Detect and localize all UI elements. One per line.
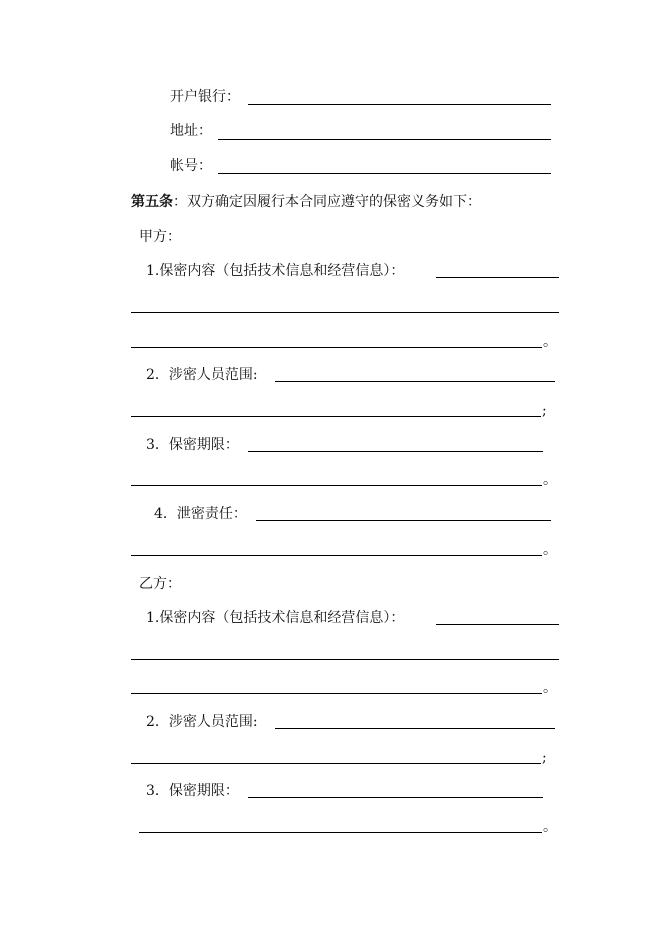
address-blank[interactable] xyxy=(218,139,551,140)
party-a-item-1-blank-2[interactable] xyxy=(131,312,559,313)
party-a-item-3-label: 3．保密期限： xyxy=(146,437,239,453)
party-a-item-1-blank-3[interactable] xyxy=(131,347,542,348)
party-a-item-4-blank-2[interactable] xyxy=(131,555,542,556)
party-b-item-3-blank-2[interactable] xyxy=(139,832,542,833)
party-a-item-1-blank-1[interactable] xyxy=(436,277,559,278)
party-b-item-2-end: ; xyxy=(542,750,547,766)
party-b-item-1-blank-2[interactable] xyxy=(131,659,559,660)
party-b-item-3-label: 3．保密期限： xyxy=(146,783,239,799)
party-a-item-1-label: 1.保密内容（包括技术信息和经营信息）： xyxy=(146,263,405,279)
party-b-item-3-end: 。 xyxy=(543,819,557,835)
party-a-item-4-blank-1[interactable] xyxy=(256,520,551,521)
party-a-item-2-blank-2[interactable] xyxy=(131,416,541,417)
party-a-item-3-blank-1[interactable] xyxy=(248,451,543,452)
party-a-label: 甲方： xyxy=(139,229,181,245)
party-a-item-3-end: 。 xyxy=(543,472,557,488)
party-a-item-2-label: 2．涉密人员范围: xyxy=(146,367,258,383)
bank-name-label: 开户银行： xyxy=(170,89,240,105)
party-a-item-4-label: 4．泄密责任： xyxy=(154,506,247,522)
account-blank[interactable] xyxy=(218,173,551,174)
party-b-item-2-blank-2[interactable] xyxy=(131,763,541,764)
article-5-text: ：双方确定因履行本合同应遵守的保密义务如下： xyxy=(173,194,481,210)
party-a-item-1-end: 。 xyxy=(543,334,557,350)
party-a-item-4-end: 。 xyxy=(543,542,557,558)
bank-name-blank[interactable] xyxy=(248,104,551,105)
party-b-item-2-label: 2．涉密人员范围: xyxy=(146,714,258,730)
address-label: 地址： xyxy=(170,123,212,139)
article-5-paragraph xyxy=(131,193,481,211)
party-b-item-3-blank-1[interactable] xyxy=(248,797,543,798)
party-a-item-2-end: ; xyxy=(542,403,547,419)
party-b-item-1-blank-1[interactable] xyxy=(436,624,559,625)
party-b-item-2-blank-1[interactable] xyxy=(275,728,555,729)
party-b-item-1-end: 。 xyxy=(543,680,557,696)
party-a-item-3-blank-2[interactable] xyxy=(131,485,542,486)
party-b-label: 乙方： xyxy=(139,576,181,592)
party-b-item-1-label: 1.保密内容（包括技术信息和经营信息）： xyxy=(146,610,405,626)
account-label: 帐号： xyxy=(170,158,212,174)
article-5-heading: 第五条 xyxy=(131,194,173,210)
party-a-item-2-blank-1[interactable] xyxy=(275,381,555,382)
party-b-item-1-blank-3[interactable] xyxy=(131,693,542,694)
